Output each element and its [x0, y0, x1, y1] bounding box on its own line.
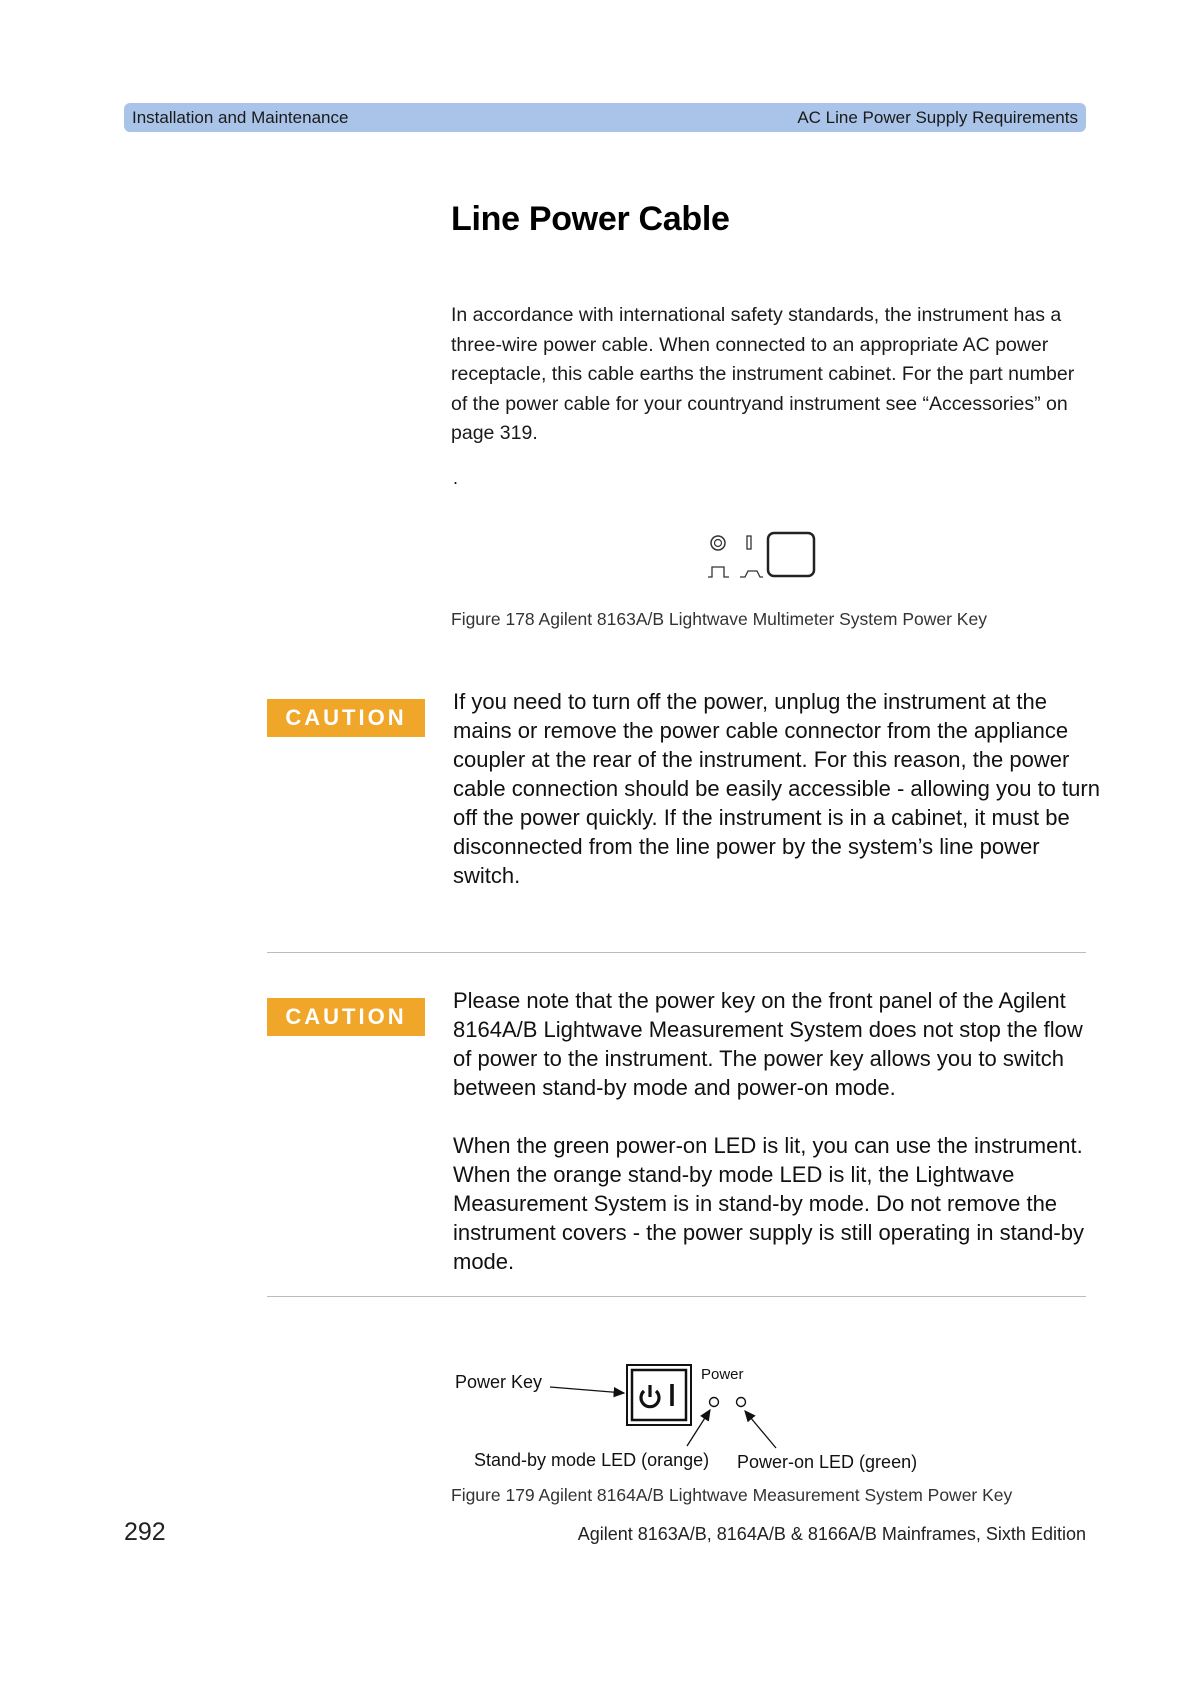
page-title: Line Power Cable [451, 200, 730, 238]
caution-2-text [453, 986, 1103, 1276]
figure-178-caption: Figure 178 Agilent 8163A/B Lightwave Multimeter System Power Key [451, 609, 987, 629]
caution-1-text: If you need to turn off the power, unplug the instrument at the mains or remove the power cable connector from the appliance coupler at the rear of the instrument. For this reason, the power cable connection should be easily accessible - allowing you to turn off the power quickly. If the instrument is in a cabinet, it must be disconnected from the line power by the system’s line power switch. [453, 689, 1100, 888]
intro-paragraph: In accordance with international safety standards, the instrument has a three-wire power cable. When connected to an appropriate AC power receptacle, this cable earths the instrument cabinet. For the part number of the power cable for your countryand instrument see “Accessories” on page 319. [451, 304, 1075, 444]
page-number: 292 [124, 1518, 166, 1546]
header-chapter-title: AC Line Power Supply Requirements [797, 108, 1078, 127]
standby-led-label: Stand-by mode LED (orange) [474, 1450, 710, 1470]
caution-2-paragraph-2: When the green power-on LED is lit, you can use the instrument. When the orange stand-by mode LED is lit, the Lightwave Measurement System is in stand-by mode. Do not remove the instrument covers - the power supply is still operating in stand-by mode. [453, 1133, 1084, 1274]
poweron-led-icon [737, 1398, 746, 1407]
figure-179-caption: Figure 179 Agilent 8164A/B Lightwave Measurement System Power Key [451, 1485, 1013, 1505]
header-bar [124, 103, 1086, 132]
divider [267, 952, 1086, 953]
header-section-title: Installation and Maintenance [132, 108, 349, 127]
divider [267, 1296, 1086, 1297]
standby-circle-icon [708, 536, 729, 577]
figure-178-power-key-graphic [700, 530, 820, 590]
standby-led-icon [710, 1398, 719, 1407]
power-key-button-icon [627, 1365, 691, 1425]
power-key-label: Power Key [455, 1372, 543, 1392]
poweron-led-label: Power-on LED (green) [737, 1452, 918, 1472]
footer-doc-title: Agilent 8163A/B, 8164A/B & 8166A/B Mainframes, Sixth Edition [577, 1524, 1086, 1544]
stray-dot: . [453, 468, 459, 488]
power-key-box-icon [768, 533, 814, 576]
figure-179-power-key-graphic [548, 1360, 798, 1450]
power-bar-icon [740, 536, 763, 577]
power-led-heading: Power [701, 1366, 744, 1383]
caution-badge: CAUTION [267, 699, 425, 737]
caution-badge: CAUTION [267, 998, 425, 1036]
caution-2-paragraph-1: Please note that the power key on the front panel of the Agilent 8164A/B Lightwave Measurement System does not stop the flow of power to the instrument. The power key allows you to switch between stand-by mode and power-on mode. [453, 988, 1083, 1100]
